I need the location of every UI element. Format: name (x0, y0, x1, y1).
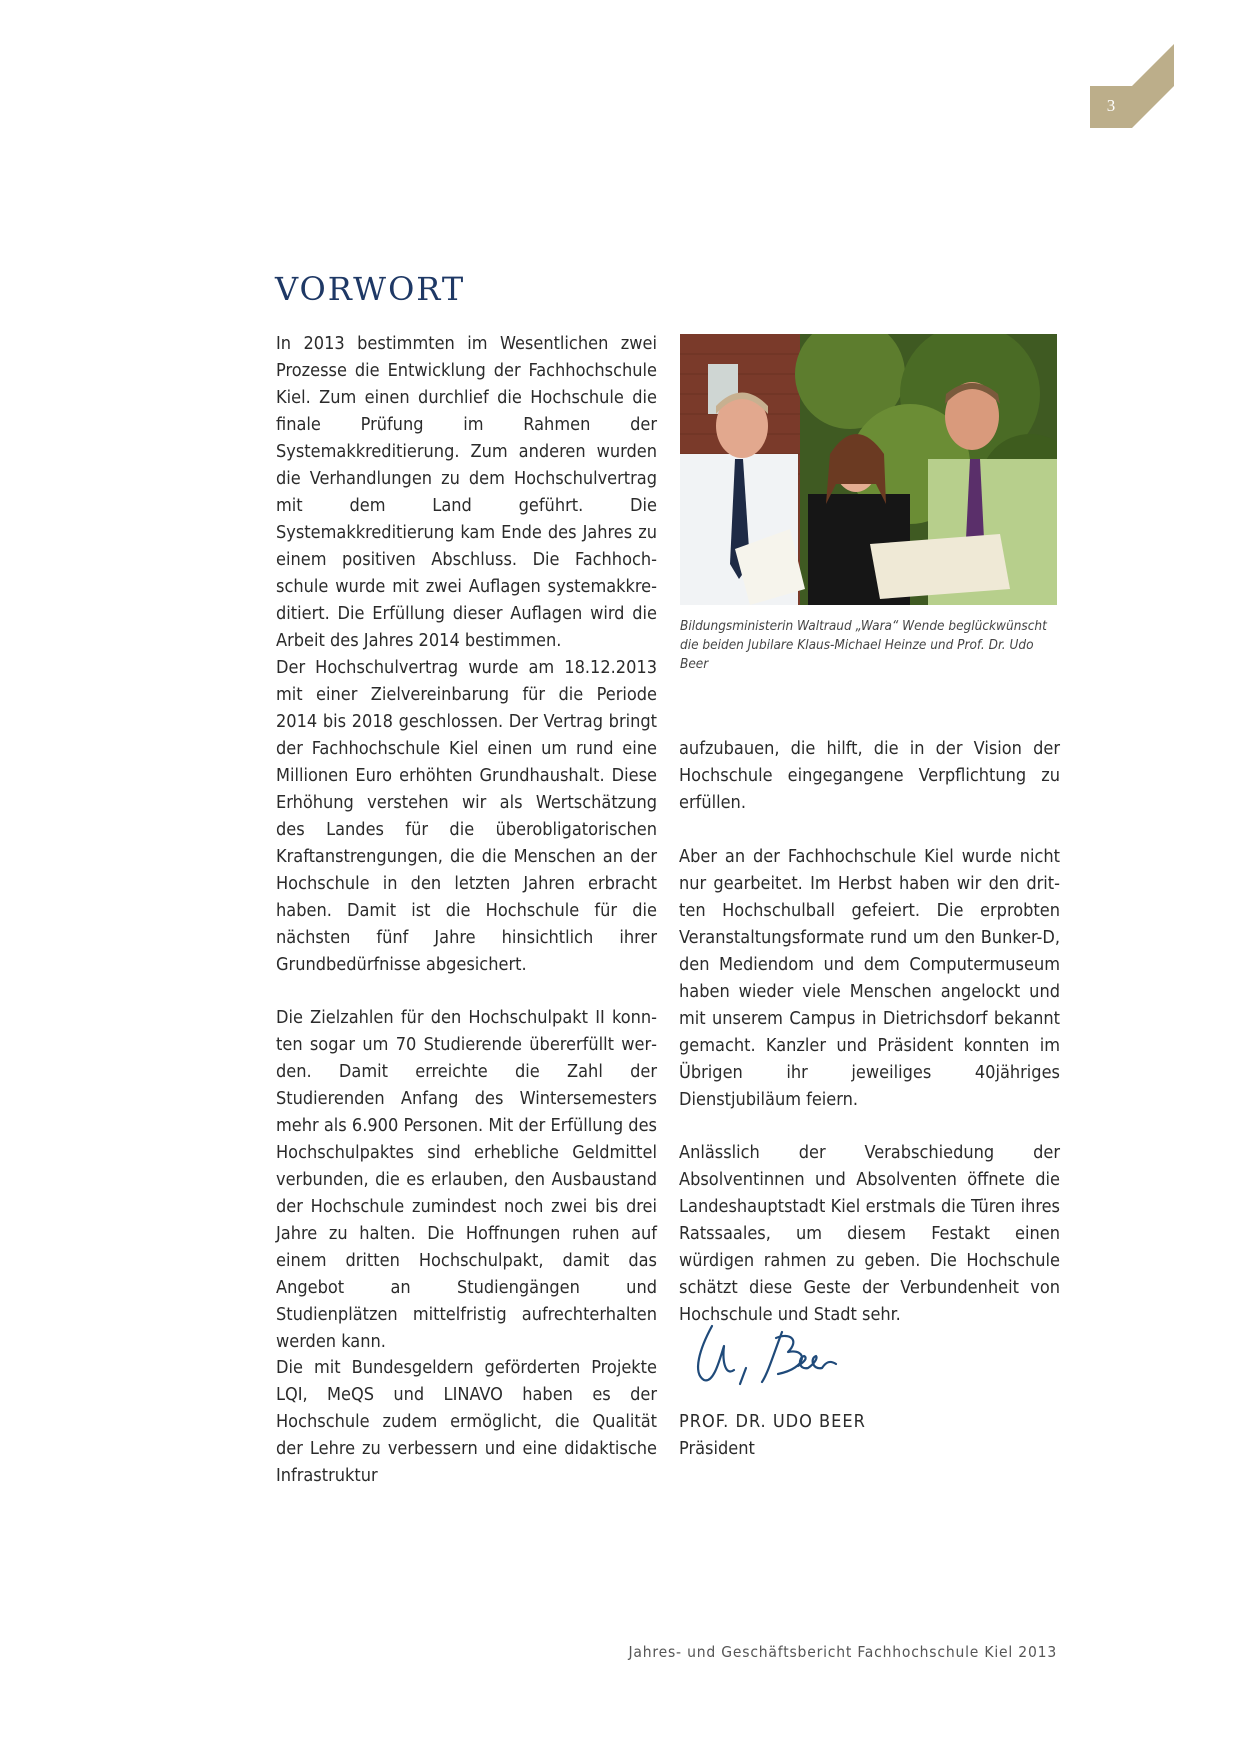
right-paragraph-2: Aber an der Fachhochschule Kiel wurde nicht nur gearbeitet. Im Herbst haben wir den dritten Hochschulball gefeiert. Die erprobten Veranstaltungsformate rund um den Bunker-D, den Mediendom und dem Computermuseum haben wieder viele Menschen angelockt und mit unserem Campus in Dietrichsdorf bekannt gemacht. Kanzler und Präsident konnten im Übrigen ihr jeweiliges 40jähriges Dienstjubiläum feiern. (679, 846, 1060, 1110)
left-paragraph-4: Die mit Bundesgeldern geförderten Projekte LQI, MeQS und LINAVO haben es der Hochschule zudem ermöglicht, die Qualität der Lehre zu verbessern und eine didaktische Infrastruktur (276, 1357, 657, 1486)
right-paragraph-3: Anlässlich der Verabschiedung der Absolventinnen und Absolventen öffnete die Landeshauptstadt Kiel erstmals die Türen ihres Ratssaales, um diesem Festakt einen würdigen rahmen zu geben. Die Hochschule schätzt diese Geste der Verbundenheit von Hochschule und Stadt sehr. (679, 1142, 1060, 1325)
jubilee-photo (680, 334, 1057, 605)
page-number: 3 (1106, 96, 1116, 115)
photo-caption: Bildungsministerin Waltraud „Wara“ Wende beglückwünscht die beiden Jubilare Klaus-Michael Heinze und Prof. Dr. Udo Beer (680, 618, 1047, 672)
page-footer: Jahres- und Geschäftsbericht Fachhochschule Kiel 2013 (628, 1643, 1057, 1661)
signer-role: Präsident (679, 1438, 755, 1459)
right-paragraph-1: aufzubauen, die hilft, die in der Vision der Hochschule eingegangene Verpflichtung zu erfüllen. (679, 738, 1060, 813)
left-paragraph-2: Der Hochschulvertrag wurde am 18.12.2013 mit einer Zielvereinbarung für die Periode 2014 bis 2018 geschlossen. Der Vertrag bringt der Fachhochschule Kiel einen um rund eine Millionen Euro erhöhten Grundhaushalt. Diese Erhöhung verstehen wir als Wertschätzung des Landes für die überobligatorischen Kraftanstrengungen, die die Menschen an der Hochschule in den letzten Jahren erbracht haben. Damit ist die Hochschule für die nächsten fünf Jahre hinsichtlich ihrer Grundbedürfnisse abgesichert. (276, 657, 657, 975)
page-title: VORWORT (275, 270, 466, 308)
left-paragraph-3: Die Zielzahlen für den Hochschulpakt II konnten sogar um 70 Studierende übererfüllt werden. Damit erreichte die Zahl der Studierenden Anfang des Wintersemesters mehr als 6.900 Personen. Mit der Erfüllung des Hochschulpaktes sind erhebliche Geldmittel verbunden, die es erlauben, den Ausbaustand der Hochschule zumindest noch zwei bis drei Jahre zu halten. Die Hoffnungen ruhen auf einem dritten Hochschulpakt, damit das Angebot an Studiengängen und Studienplätzen mittelfristig aufrechterhalten werden kann. (276, 1007, 657, 1352)
left-paragraph-1: In 2013 bestimmten im Wesentlichen zwei Prozesse die Entwicklung der Fachhochschule Kiel. Zum einen durchlief die Hochschule die finale Prüfung im Rahmen der Systemakkreditierung. Zum anderen wurden die Verhandlungen zu dem Hochschulvertrag mit dem Land geführt. Die Systemakkreditierung kam Ende des Jahres zu einem positiven Abschluss. Die Fachhochschule wurde mit zwei Auflagen systemakkreditiert. Die Erfüllung dieser Auflagen wird die Arbeit des Jahres 2014 bestimmen. (276, 333, 657, 651)
signature (690, 1318, 850, 1396)
signer-name: PROF. DR. UDO BEER (679, 1411, 866, 1432)
